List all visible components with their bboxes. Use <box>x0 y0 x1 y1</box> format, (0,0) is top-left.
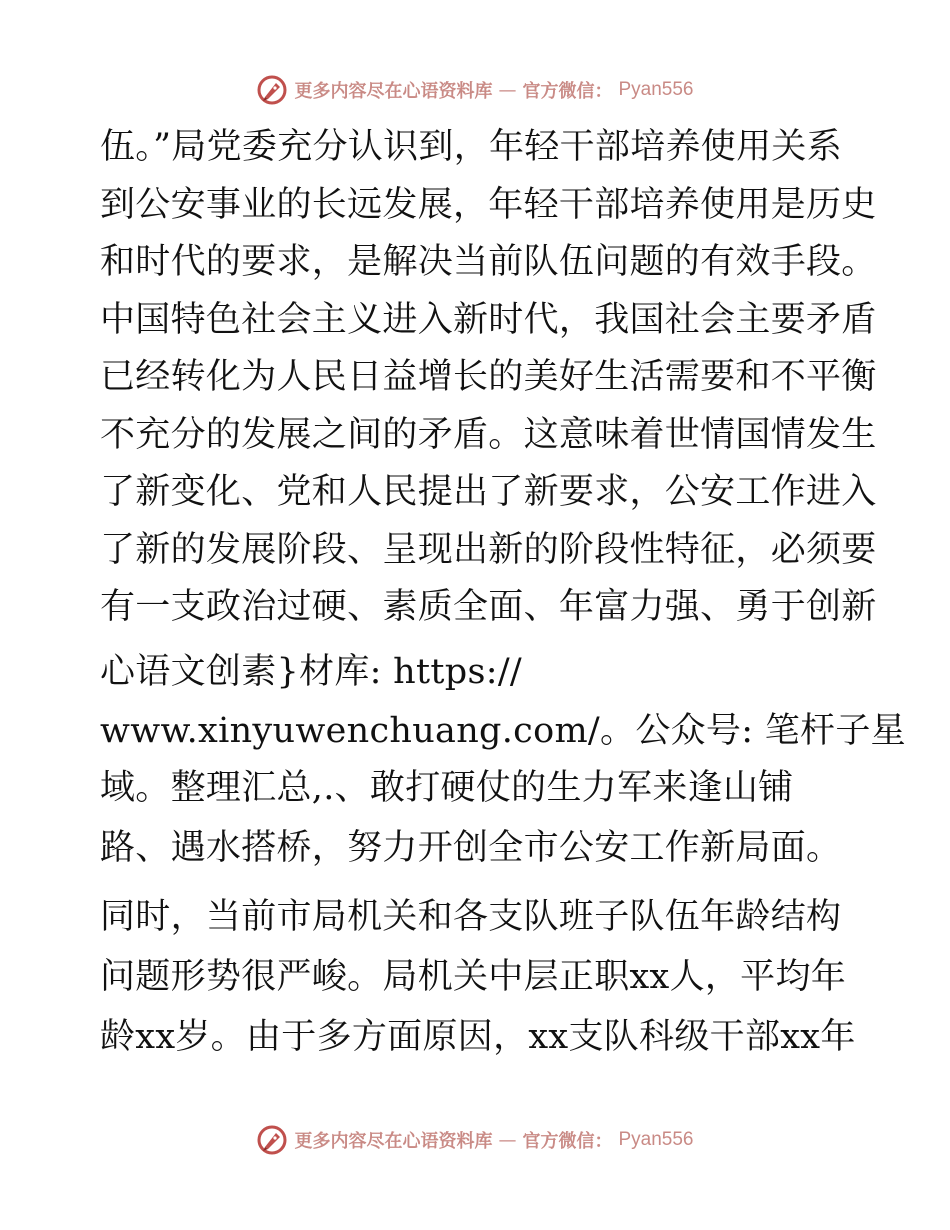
body-line: 域。整理汇总,.、敢打硬仗的生力军来逢山铺 <box>100 768 794 808</box>
body-line: 不充分的发展之间的矛盾。这意味着世情国情发生 <box>100 415 877 455</box>
body-line: 了新的发展阶段、呈现出新的阶段性特征，必须要 <box>100 530 877 570</box>
pen-nib-logo-icon <box>256 74 288 106</box>
body-line: 和时代的要求，是解决当前队伍问题的有效手段。 <box>100 242 877 282</box>
banner-wechat-label: 官方微信： <box>522 81 613 102</box>
body-line: 已经转化为人民日益增长的美好生活需要和不平衡 <box>100 357 877 397</box>
banner-wechat-label: 官方微信： <box>522 1131 613 1152</box>
banner-wechat-id: Pyan556 <box>618 1129 694 1150</box>
banner-site-text: 更多内容尽在心语资料库 <box>294 1131 493 1152</box>
body-line: 中国特色社会主义进入新时代，我国社会主要矛盾 <box>100 300 877 340</box>
body-line: 路、遇水搭桥，努力开创全市公安工作新局面。 <box>100 828 842 868</box>
body-line: 龄xx岁。由于多方面原因，xx支队科级干部xx年 <box>100 1017 856 1057</box>
body-line: 有一支政治过硬、素质全面、年富力强、勇于创新 <box>100 587 877 627</box>
footer-banner <box>0 1120 950 1160</box>
banner-site-text: 更多内容尽在心语资料库 <box>294 81 493 102</box>
body-line: 伍。”局党委充分认识到，年轻干部培养使用关系 <box>100 127 842 167</box>
pen-nib-logo-icon <box>256 1124 288 1156</box>
body-line: 心语文创素}材库: https:// <box>100 652 522 692</box>
body-line: 到公安事业的长远发展，年轻干部培养使用是历史 <box>100 185 877 225</box>
body-line: 问题形势很严峻。局机关中层正职xx人，平均年 <box>100 957 847 997</box>
body-line: 了新变化、党和人民提出了新要求，公安工作进入 <box>100 472 877 512</box>
body-line: www.xinyuwenchuang.com/。公众号: 笔杆子星 <box>100 711 906 751</box>
header-banner <box>0 70 950 110</box>
banner-wechat-id: Pyan556 <box>618 79 694 100</box>
body-line: 同时，当前市局机关和各支队班子队伍年龄结构 <box>100 897 842 937</box>
banner-separator: — <box>498 1129 517 1151</box>
banner-separator: — <box>498 79 517 101</box>
